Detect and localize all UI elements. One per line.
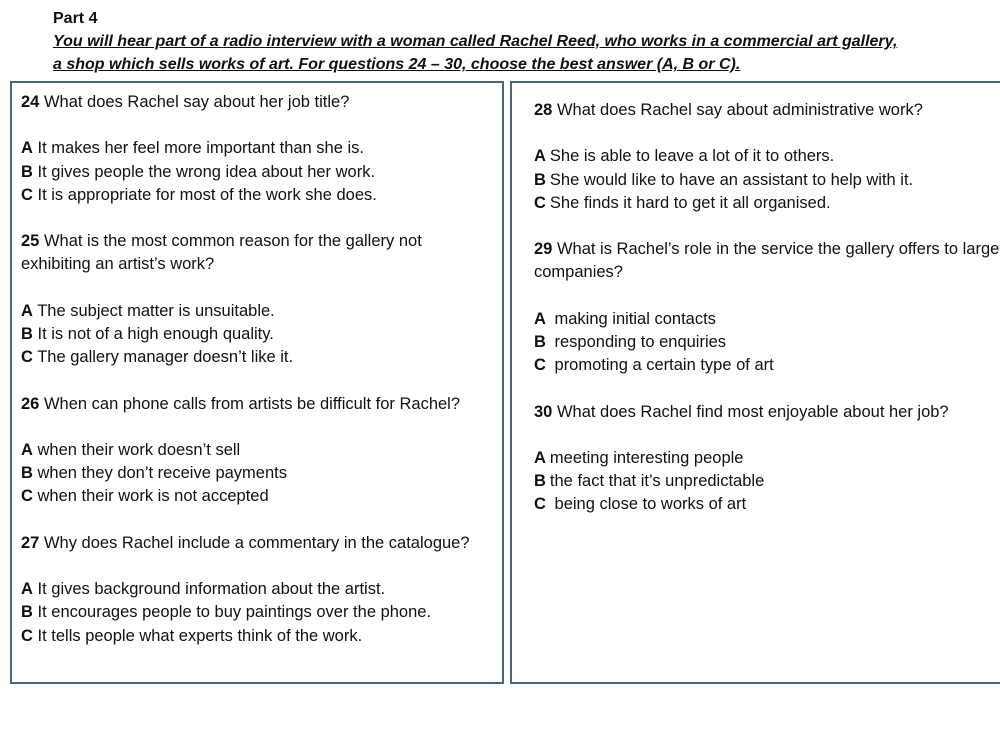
option-c bbox=[534, 192, 1000, 215]
question-stem bbox=[21, 532, 496, 555]
option-text: It is appropriate for most of the work she does. bbox=[37, 185, 377, 204]
option-a bbox=[21, 300, 496, 323]
question-text: What does Rachel say about her job title? bbox=[43, 93, 350, 111]
option-text: when they don’t receive payments bbox=[37, 464, 287, 483]
option-letter: C bbox=[21, 348, 33, 367]
option-a bbox=[21, 578, 496, 601]
option-c bbox=[21, 625, 496, 648]
option-text: meeting interesting people bbox=[549, 448, 744, 467]
option-c bbox=[21, 184, 496, 207]
question-number: 25 bbox=[21, 232, 40, 251]
option-text: The subject matter is unsuitable. bbox=[37, 301, 275, 320]
option-b bbox=[21, 161, 496, 184]
question-number: 29 bbox=[534, 240, 553, 259]
option-letter: A bbox=[21, 301, 33, 320]
option-text: It tells people what experts think of the work. bbox=[37, 626, 363, 645]
option-b bbox=[21, 462, 496, 485]
question-number: 30 bbox=[534, 402, 553, 421]
instructions bbox=[53, 30, 983, 76]
question-number: 24 bbox=[21, 93, 40, 111]
option-letter: B bbox=[534, 332, 546, 351]
option-letter: A bbox=[534, 147, 546, 166]
question-stem bbox=[534, 238, 1000, 284]
option-letter: A bbox=[21, 139, 33, 158]
option-letter: C bbox=[21, 626, 33, 645]
question-29 bbox=[534, 238, 1000, 377]
question-text: What does Rachel say about administrative work? bbox=[556, 101, 923, 119]
option-b bbox=[534, 331, 1000, 354]
option-b bbox=[21, 601, 496, 624]
answer-options bbox=[534, 308, 1000, 378]
option-letter: B bbox=[21, 162, 33, 181]
question-27 bbox=[21, 532, 496, 648]
option-letter: B bbox=[534, 170, 546, 189]
questions-panel-left bbox=[10, 81, 504, 684]
option-text: being close to works of art bbox=[554, 495, 747, 514]
option-letter: B bbox=[21, 464, 33, 483]
question-text: When can phone calls from artists be difficult for Rachel? bbox=[43, 394, 461, 413]
option-text: when their work doesn’t sell bbox=[37, 440, 241, 459]
instructions-line-1: You will hear part of a radio interview with a woman called Rachel Reed, who works in a commercial art gallery, bbox=[53, 33, 898, 50]
question-28 bbox=[534, 99, 1000, 215]
option-letter: C bbox=[534, 356, 546, 375]
exam-heading bbox=[53, 7, 983, 76]
question-24 bbox=[21, 91, 496, 207]
option-b bbox=[534, 169, 1000, 192]
option-text: It encourages people to buy paintings over the phone. bbox=[37, 603, 432, 622]
answer-options bbox=[534, 145, 1000, 215]
option-letter: C bbox=[21, 487, 33, 506]
option-c bbox=[534, 493, 1000, 516]
option-letter: C bbox=[21, 185, 33, 204]
option-text: making initial contacts bbox=[554, 309, 716, 328]
option-text: when their work is not accepted bbox=[37, 487, 269, 506]
question-stem bbox=[21, 393, 496, 416]
option-letter: C bbox=[534, 193, 546, 212]
option-text: the fact that it’s unpredictable bbox=[549, 472, 765, 491]
question-stem bbox=[21, 230, 496, 276]
option-c bbox=[534, 354, 1000, 377]
option-a bbox=[534, 308, 1000, 331]
option-a bbox=[534, 447, 1000, 470]
option-a bbox=[21, 439, 496, 462]
question-number: 26 bbox=[21, 394, 40, 413]
option-text: She would like to have an assistant to help with it. bbox=[549, 170, 914, 189]
question-number: 27 bbox=[21, 533, 40, 552]
option-text: promoting a certain type of art bbox=[554, 356, 774, 375]
option-letter: C bbox=[534, 495, 546, 514]
option-text: It makes her feel more important than she is. bbox=[37, 139, 364, 158]
answer-options bbox=[21, 300, 496, 370]
option-text: It is not of a high enough quality. bbox=[37, 324, 274, 343]
question-26 bbox=[21, 393, 496, 509]
option-text: The gallery manager doesn’t like it. bbox=[37, 348, 294, 367]
question-25 bbox=[21, 230, 496, 369]
questions-panel-right bbox=[510, 81, 1000, 684]
option-letter: B bbox=[21, 603, 33, 622]
option-letter: A bbox=[21, 440, 33, 459]
question-text: What is the most common reason for the gallery not exhibiting an artist’s work? bbox=[21, 232, 422, 274]
question-stem bbox=[534, 401, 1000, 424]
option-letter: A bbox=[21, 580, 33, 599]
question-30 bbox=[534, 401, 1000, 517]
option-a bbox=[534, 145, 1000, 168]
answer-options bbox=[21, 439, 496, 509]
part-title: Part 4 bbox=[53, 10, 98, 27]
question-text: What is Rachel’s role in the service the gallery offers to large companies? bbox=[534, 240, 1000, 282]
option-text: responding to enquiries bbox=[554, 332, 727, 351]
option-b bbox=[534, 470, 1000, 493]
option-letter: B bbox=[534, 472, 546, 491]
option-c bbox=[21, 346, 496, 369]
question-text: Why does Rachel include a commentary in the catalogue? bbox=[43, 533, 470, 552]
option-letter: A bbox=[534, 448, 546, 467]
answer-options bbox=[534, 447, 1000, 517]
answer-options bbox=[21, 137, 496, 207]
option-letter: A bbox=[534, 309, 546, 328]
option-text: She is able to leave a lot of it to others. bbox=[549, 147, 835, 166]
instructions-line-2: a shop which sells works of art. For questions 24 – 30, choose the best answer (A, B or C). bbox=[53, 56, 741, 73]
option-b bbox=[21, 323, 496, 346]
option-c bbox=[21, 485, 496, 508]
option-a bbox=[21, 137, 496, 160]
option-text: It gives background information about the artist. bbox=[37, 580, 386, 599]
answer-options bbox=[21, 578, 496, 648]
option-text: It gives people the wrong idea about her work. bbox=[37, 162, 376, 181]
question-stem bbox=[534, 99, 1000, 122]
option-text: She finds it hard to get it all organised. bbox=[549, 193, 831, 212]
question-text: What does Rachel find most enjoyable about her job? bbox=[556, 402, 949, 421]
question-stem bbox=[21, 91, 496, 114]
question-number: 28 bbox=[534, 101, 553, 119]
option-letter: B bbox=[21, 324, 33, 343]
